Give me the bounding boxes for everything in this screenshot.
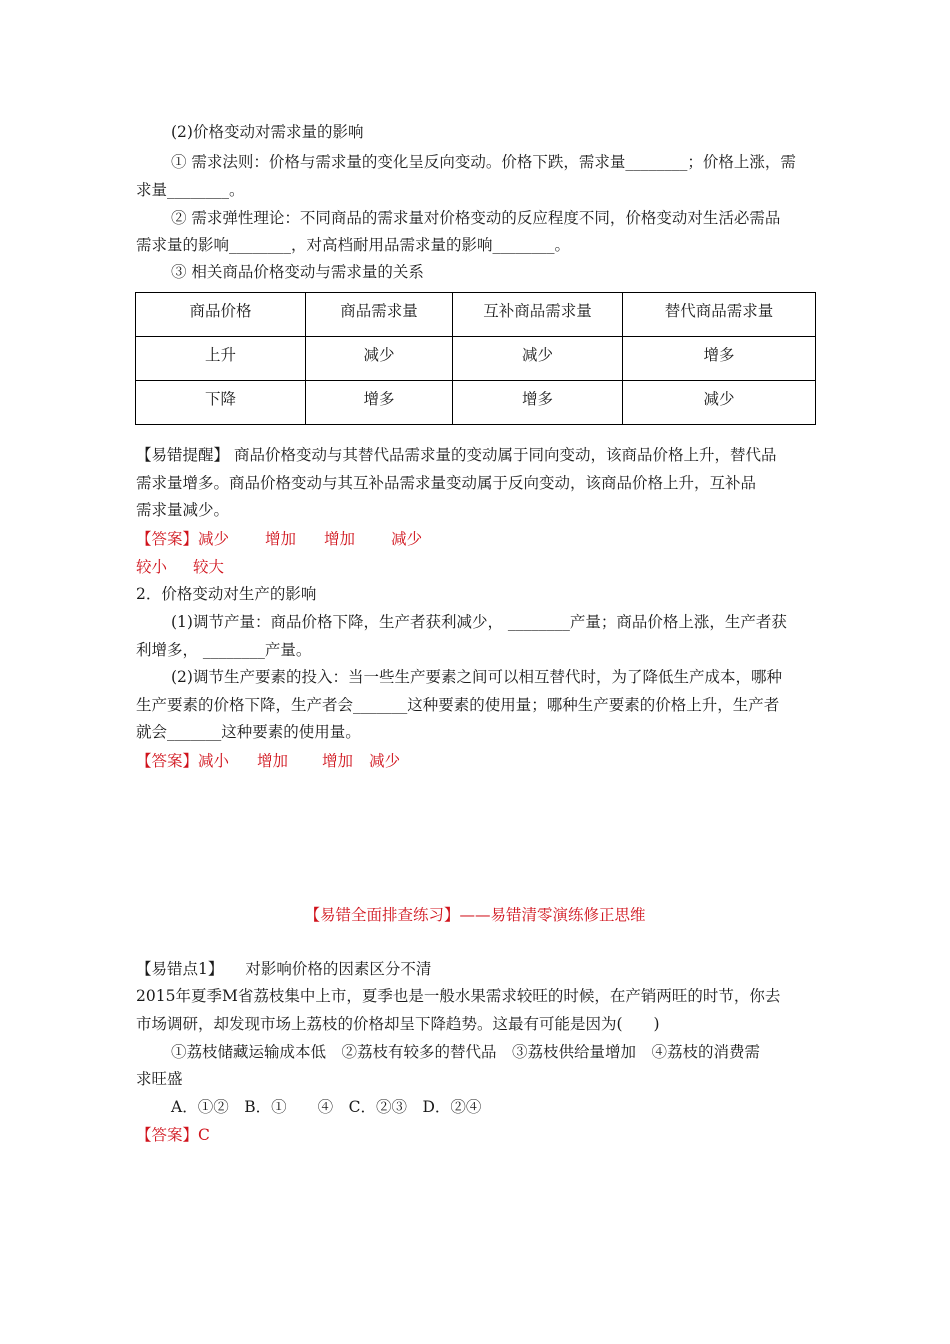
answer-item: 增加 — [257, 752, 289, 770]
table-header-cell: 商品需求量 — [306, 293, 453, 337]
table-header-cell: 商品价格 — [136, 293, 306, 337]
answer-item: 减少 — [198, 530, 230, 548]
table-row — [136, 381, 816, 425]
error-tip-line: 需求量增多。商品价格变动与其互补品需求量变动属于反向变动，该商品价格上升，互补品 — [136, 474, 757, 492]
production-line: 生产要素的价格下降，生产者会_______这种要素的使用量；哪种生产要素的价格上升，生产者 — [136, 696, 780, 714]
choices-line: A．①② B．① ④ C．②③ D．②④ — [171, 1098, 482, 1116]
production-line: (2)调节生产要素的投入：当一些生产要素之间可以相互替代时，为了降低生产成本，哪种 — [171, 668, 782, 686]
price-demand-table — [135, 292, 816, 425]
answer-item: 增加 — [265, 530, 297, 548]
answer-line — [136, 751, 400, 771]
answer-line — [136, 557, 224, 577]
elasticity-line: ② 需求弹性理论：不同商品的需求量对价格变动的反应程度不同，价格变动对生活必需品 — [171, 209, 781, 227]
question-line: 2015年夏季M省荔枝集中上市，夏季也是一般水果需求较旺的时候，在产销两旺的时节，你去 — [136, 987, 781, 1005]
related-goods-title: ③ 相关商品价格变动与需求量的关系 — [171, 263, 424, 281]
answer-item: 较大 — [193, 558, 225, 576]
table-header-row — [136, 293, 816, 337]
table-cell: 增多 — [623, 337, 816, 381]
error-tip-label: 【易错提醒】 — [136, 446, 230, 464]
section-heading: 2．价格变动对生产的影响 — [136, 585, 317, 603]
answer-item: 增加 — [324, 530, 356, 548]
production-line: (1)调节产量：商品价格下降，生产者获利减少， ________产量；商品价格上涨，生产者获 — [171, 613, 787, 631]
option-line: ①荔枝储藏运输成本低 ②荔枝有较多的替代品 ③荔枝供给量增加 ④荔枝的消费需 — [171, 1043, 761, 1061]
answer-label: 【答案】 — [136, 752, 199, 770]
answer-label: 【答案】 — [136, 1126, 199, 1144]
error-point-label: 【易错点1】 — [136, 960, 224, 978]
error-point-text: 对影响价格的因素区分不清 — [245, 960, 432, 978]
question-line: 市场调研，却发现市场上荔枝的价格却呈下降趋势。这最有可能是因为( ) — [136, 1015, 660, 1033]
table-cell: 增多 — [306, 381, 453, 425]
answer-line — [136, 529, 422, 549]
table-header-cell: 替代商品需求量 — [623, 293, 816, 337]
answer-line — [136, 1125, 210, 1145]
production-line: 利增多， ________产量。 — [136, 641, 312, 659]
elasticity-line: 需求量的影响________，对高档耐用品需求量的影响________。 — [136, 236, 571, 254]
table-cell: 增多 — [453, 381, 623, 425]
error-tip-line: 需求量减少。 — [136, 501, 230, 519]
answer-item: 增加 — [322, 752, 354, 770]
table-cell: 上升 — [136, 337, 306, 381]
answer-item: 减小 — [198, 752, 230, 770]
section-heading: (2)价格变动对需求量的影响 — [171, 123, 364, 141]
answer-item: 较小 — [136, 558, 168, 576]
table-header-cell: 互补商品需求量 — [453, 293, 623, 337]
error-tip-line — [136, 445, 776, 465]
option-line: 求旺盛 — [136, 1070, 183, 1088]
table-cell: 下降 — [136, 381, 306, 425]
practice-title: 【易错全面排查练习】——易错清零演练修正思维 — [304, 906, 646, 924]
answer-label: 【答案】 — [136, 530, 199, 548]
error-tip-text: 商品价格变动与其替代品需求量的变动属于同向变动，该商品价格上升，替代品 — [229, 446, 777, 464]
table-row — [136, 337, 816, 381]
table-cell: 减少 — [623, 381, 816, 425]
table-cell: 减少 — [306, 337, 453, 381]
answer-item: 减少 — [391, 530, 423, 548]
demand-law-line: 求量________。 — [136, 181, 245, 199]
production-line: 就会_______这种要素的使用量。 — [136, 723, 361, 741]
demand-law-line: ① 需求法则：价格与需求量的变化呈反向变动。价格下跌，需求量________；价格上涨，需 — [171, 153, 796, 171]
error-point-line — [136, 959, 431, 979]
answer-item: 减少 — [369, 752, 401, 770]
table-cell: 减少 — [453, 337, 623, 381]
answer-item: C — [198, 1126, 210, 1144]
